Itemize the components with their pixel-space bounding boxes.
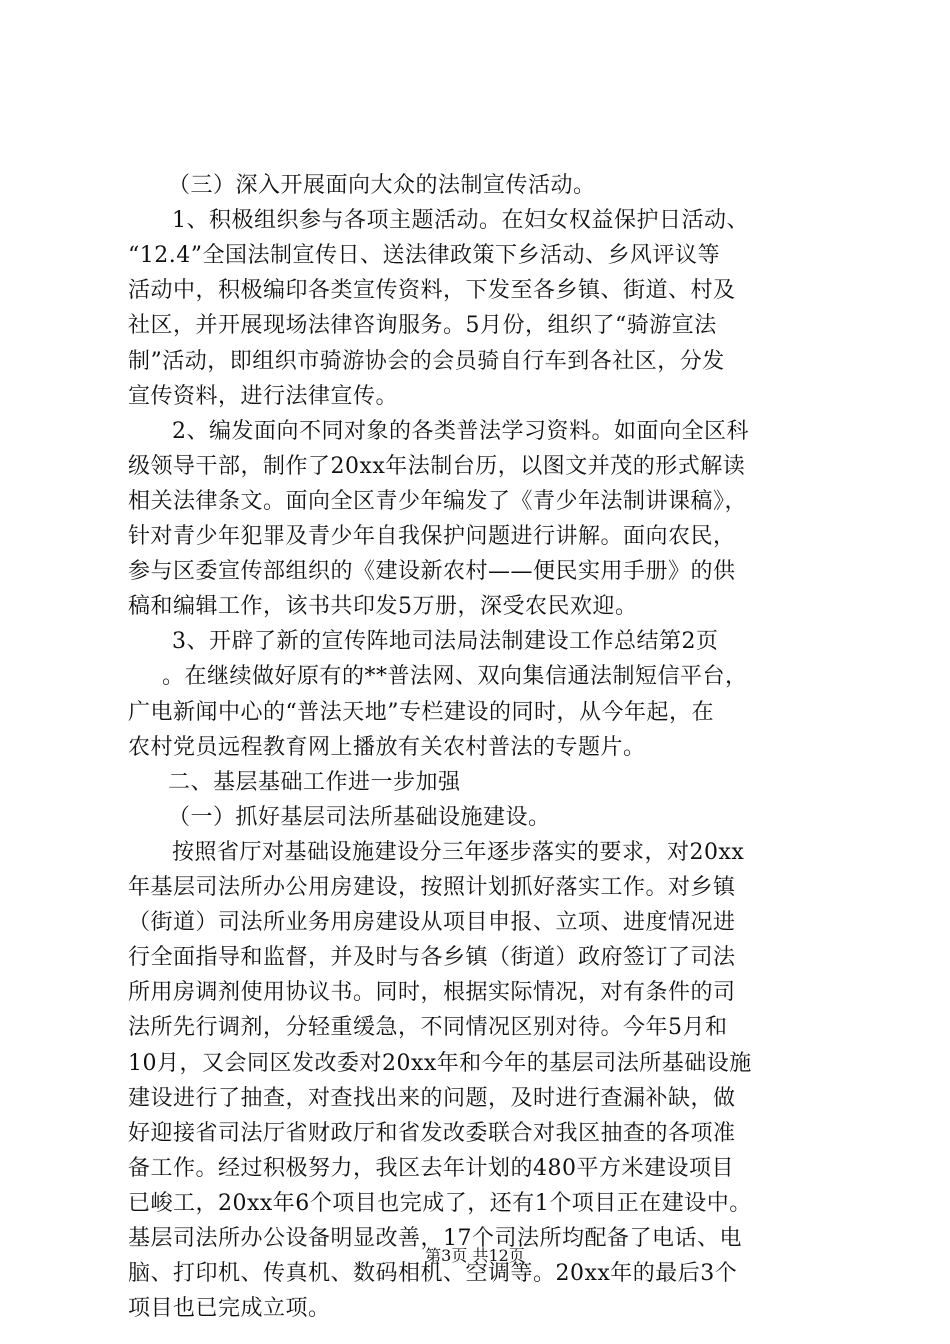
text-line: 基层司法所办公设备明显改善，17个司法所均配备了电话、电 [128, 1226, 742, 1251]
text-line: 社区，并开展现场法律咨询服务。5月份，组织了“骑游宣法 [128, 313, 717, 338]
text-line: 法所先行调剂，分轻重缓急，不同情况区别对待。今年5月和 [128, 1015, 728, 1040]
text-line: 广电新闻中心的“普法天地”专栏建设的同时，从今年起，在 [128, 700, 714, 725]
subsection-heading: （一）抓好基层司法所基础设施建设。 [168, 805, 551, 830]
text-line: 好迎接省司法厅省财政厅和省发改委联合对我区抽查的各项准 [128, 1121, 736, 1146]
text-line: （三）深入开展面向大众的法制宣传活动。 [168, 173, 596, 198]
text-line: 级领导干部，制作了20xx年法制台历，以图文并茂的形式解读 [128, 454, 746, 479]
text-line: 针对青少年犯罪及青少年自我保护问题进行讲解。面向农民， [128, 524, 736, 549]
text-line: （街道）司法所业务用房建设从项目申报、立项、进度情况进 [128, 910, 736, 935]
text-line: 脑、打印机、传真机、数码相机、空调等。20xx年的最后3个 [128, 1261, 738, 1286]
text-line: 制”活动，即组织市骑游协会的会员骑自行车到各社区，分发 [128, 349, 725, 374]
text-line: 年基层司法所办公用房建设，按照计划抓好落实工作。对乡镇 [128, 875, 736, 900]
section-heading: 二、基层基础工作进一步加强 [168, 770, 461, 795]
text-line: 1、积极组织参与各项主题活动。在妇女权益保护日活动、 [172, 208, 749, 233]
text-line: 备工作。经过积极努力，我区去年计划的480平方米建设项目 [128, 1156, 734, 1181]
text-line: 3、开辟了新的宣传阵地司法局法制建设工作总结第2页 [172, 629, 719, 654]
page-number-label: 第3页 共12页 [425, 1246, 525, 1265]
text-line: 10月，又会同区发改委对20xx年和今年的基层司法所基础设施 [128, 1051, 752, 1076]
text-line: “12.4”全国法制宣传日、送法律政策下乡活动、乡风评议等 [128, 243, 720, 268]
text-line: 活动中，积极编印各类宣传资料，下发至各乡镇、街道、村及 [128, 278, 736, 303]
text-line: 宣传资料，进行法律宣传。 [128, 384, 399, 409]
text-line: 行全面指导和监督，并及时与各乡镇（街道）政府签订了司法 [128, 945, 736, 970]
text-line: 2、编发面向不同对象的各类普法学习资料。如面向全区科 [172, 419, 749, 444]
text-line: 按照省厅对基础设施建设分三年逐步落实的要求，对20xx [172, 840, 745, 865]
text-line: 。在继续做好原有的**普法网、双向集信通法制短信平台， [162, 664, 748, 689]
text-line: 项目也已完成立项。 [128, 1296, 331, 1321]
text-line: 建设进行了抽查，对查找出来的问题，及时进行查漏补缺，做 [128, 1086, 736, 1111]
text-line: 参与区委宣传部组织的《建设新农村——便民实用手册》的供 [128, 559, 736, 584]
text-line: 已峻工，20xx年6个项目也完成了，还有1个项目正在建设中。 [128, 1191, 752, 1216]
text-line: 农村党员远程教育网上播放有关农村普法的专题片。 [128, 735, 646, 760]
text-line: 稿和编辑工作，该书共印发5万册，深受农民欢迎。 [128, 594, 638, 619]
text-line: 相关法律条文。面向全区青少年编发了《青少年法制讲课稿》， [128, 489, 748, 514]
page-footer [0, 1244, 950, 1268]
text-line: 所用房调剂使用协议书。同时，根据实际情况，对有条件的司 [128, 980, 736, 1005]
